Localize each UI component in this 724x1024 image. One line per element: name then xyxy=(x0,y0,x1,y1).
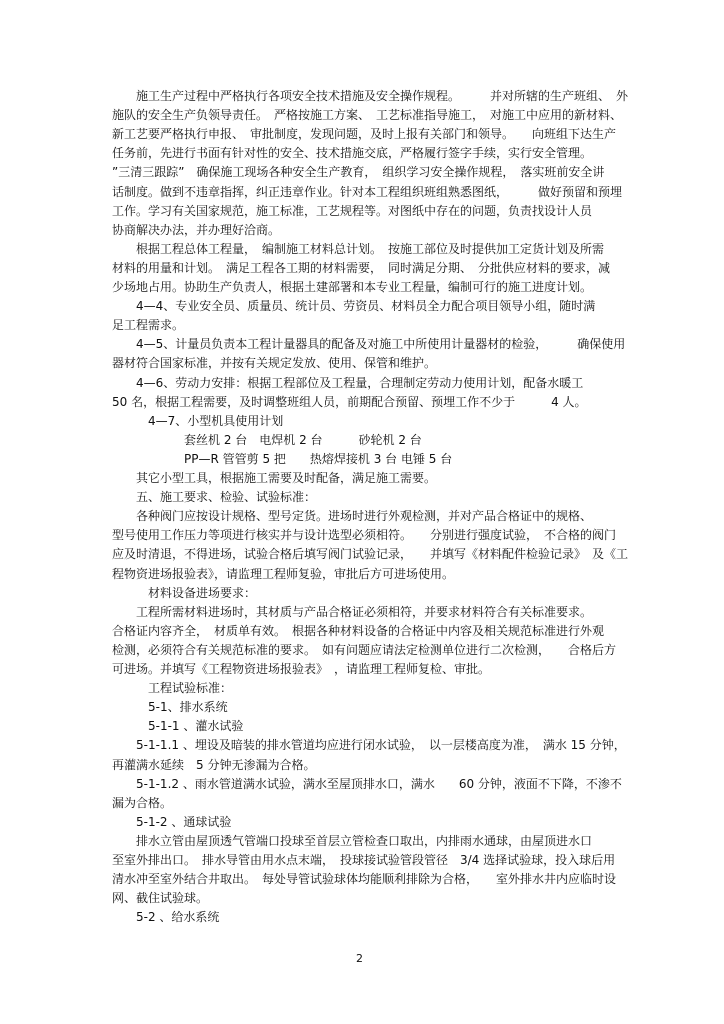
text-line: 5-1、排水系统 xyxy=(112,700,228,715)
text-line: 材料设备进场要求： xyxy=(112,585,257,600)
text-line: 再灌满水延续 5 分钟无渗漏为合格。 xyxy=(112,757,316,772)
text-line: 协商解决办法，并办理好洽商。 xyxy=(112,222,281,237)
text-line: 施队的安全生产负领导责任。 严格按施工方案、 工艺标准指导施工， 对施工中应用的新材料、 xyxy=(112,108,623,123)
text-line: 少场地占用。协助生产负责人，根据土建部署和本专业工程量，编制可行的施工进度计划。 xyxy=(112,280,593,294)
text-line: 5-1-1.2 、雨水管道满水试验，满水至屋顶排水口，满水 60 分钟，液面不下降，不渗不 xyxy=(112,776,622,791)
text-line: 5-1-1 、灌水试验 xyxy=(112,719,244,734)
page-number: 2 xyxy=(356,952,363,965)
text-line: PP—R 管管剪 5 把 热熔焊接机 3 台 电锤 5 台 xyxy=(112,451,453,466)
text-line: 50 名，根据工程需要，及时调整班组人员，前期配合预留、预埋工作不少于 4 人。 xyxy=(112,394,587,409)
text-line: 新工艺要严格执行申报、 审批制度，发现问题，及时上报有关部门和领导。 向班组下达生产 xyxy=(112,127,617,142)
text-line: 排水立管由屋顶透气管端口投球至首层立管检查口取出，内排雨水通球，由屋顶进水口 xyxy=(112,833,593,848)
text-line: ”三清三跟踪” 确保施工现场各种安全生产教育， 组织学习安全操作规程， 落实班前安全讲 xyxy=(112,165,605,180)
text-line: 话制度。做到不违章指挥，纠正违章作业。针对本工程组织班组熟悉图纸， 做好预留和预埋 xyxy=(112,184,623,199)
text-line: 5-2 、给水系统 xyxy=(112,910,220,925)
text-line: 检测，必须符合有关规范标准的要求。 如有问题应请法定检测单位进行二次检测， 合格后方 xyxy=(112,642,617,657)
text-line: 4—4、专业安全员、质量员、统计员、劳资员、材料员全力配合项目领导小组，随时满 xyxy=(112,299,596,314)
text-line: 合格证内容齐全， 材质单有效。 根据各种材料设备的合格证中内容及相关规范标准进行外观 xyxy=(112,623,605,638)
text-line: 可进场。并填写《工程物资进场报验表》 ，请监理工程师复检、审批。 xyxy=(112,662,491,676)
text-line: 网、截住试验球。 xyxy=(112,891,209,906)
text-line: 4—7、小型机具使用计划 xyxy=(112,413,284,428)
text-line: 应及时清退，不得进场，试验合格后填写阀门试验记录， 并填写《材料配件检验记录》 及《工 xyxy=(112,547,629,562)
text-line: 5-1-1.1 、埋设及暗装的排水管道均应进行闭水试验， 以一层楼高度为准， 满水 15 分钟， xyxy=(112,738,626,753)
text-line: 施工生产过程中严格执行各项安全技术措施及安全操作规程。 并对所辖的生产班组、 外 xyxy=(112,89,629,103)
text-line: 至室外排出口。 排水导管由用水点末端， 投球接试验管段管径 3/4 选择试验球，投入球后用 xyxy=(112,853,616,867)
text-line: 足工程需求。 xyxy=(112,318,185,333)
text-line: 套丝机 2 台 电焊机 2 台 砂轮机 2 台 xyxy=(112,432,422,447)
text-line: 4—5、计量员负责本工程计量器具的配备及对施工中所使用计量器材的检验， 确保使用 xyxy=(112,337,626,352)
text-line: 任务前，先进行书面有针对性的安全、技术措施交底，严格履行签字手续，实行安全管理。 xyxy=(112,146,593,161)
text-line: 5-1-2 、通球试验 xyxy=(112,814,232,829)
text-line: 工程所需材料进场时，其材质与产品合格证必须相符，并要求材料符合有关标准要求。 xyxy=(112,604,593,619)
text-line: 材料的用量和计划。 满足工程各工期的材料需要， 同时满足分期、 分批供应材料的要求，减 xyxy=(112,260,611,275)
text-line: 工作。学习有关国家规范，施工标准，工艺规程等。对图纸中存在的问题，负责找设计人员 xyxy=(112,203,593,218)
text-line: 各种阀门应按设计规格、型号定货。进场时进行外观检测，并对产品合格证中的规格、 xyxy=(112,509,593,524)
text-line: 器材符合国家标准，并按有关规定发放、使用、保管和维护。 xyxy=(112,356,437,371)
text-line: 工程试验标准： xyxy=(112,681,233,696)
text-line: 五、施工要求、检验、试验标准： xyxy=(112,490,317,505)
text-line: 漏为合格。 xyxy=(112,795,173,810)
text-line: 型号使用工作压力等项进行核实并与设计选型必须相符。 分别进行强度试验， 不合格的阀门 xyxy=(112,528,617,543)
text-line: 根据工程总体工程量， 编制施工材料总计划。 按施工部位及时提供加工定货计划及所需 xyxy=(112,241,605,256)
text-line: 程物资进场报验表》，请监理工程师复验，审批后方可进场使用。 xyxy=(112,566,455,581)
text-line: 其它小型工具，根据施工需要及时配备，满足施工需要。 xyxy=(112,471,437,485)
text-line: 清水冲至室外结合井取出。 每处导管试验球体均能顺利排除为合格， 室外排水井内应临时设 xyxy=(112,872,617,887)
text-line: 4—6、劳动力安排：根据工程部位及工程量，合理制定劳动力使用计划，配备水暖工 xyxy=(112,375,584,390)
